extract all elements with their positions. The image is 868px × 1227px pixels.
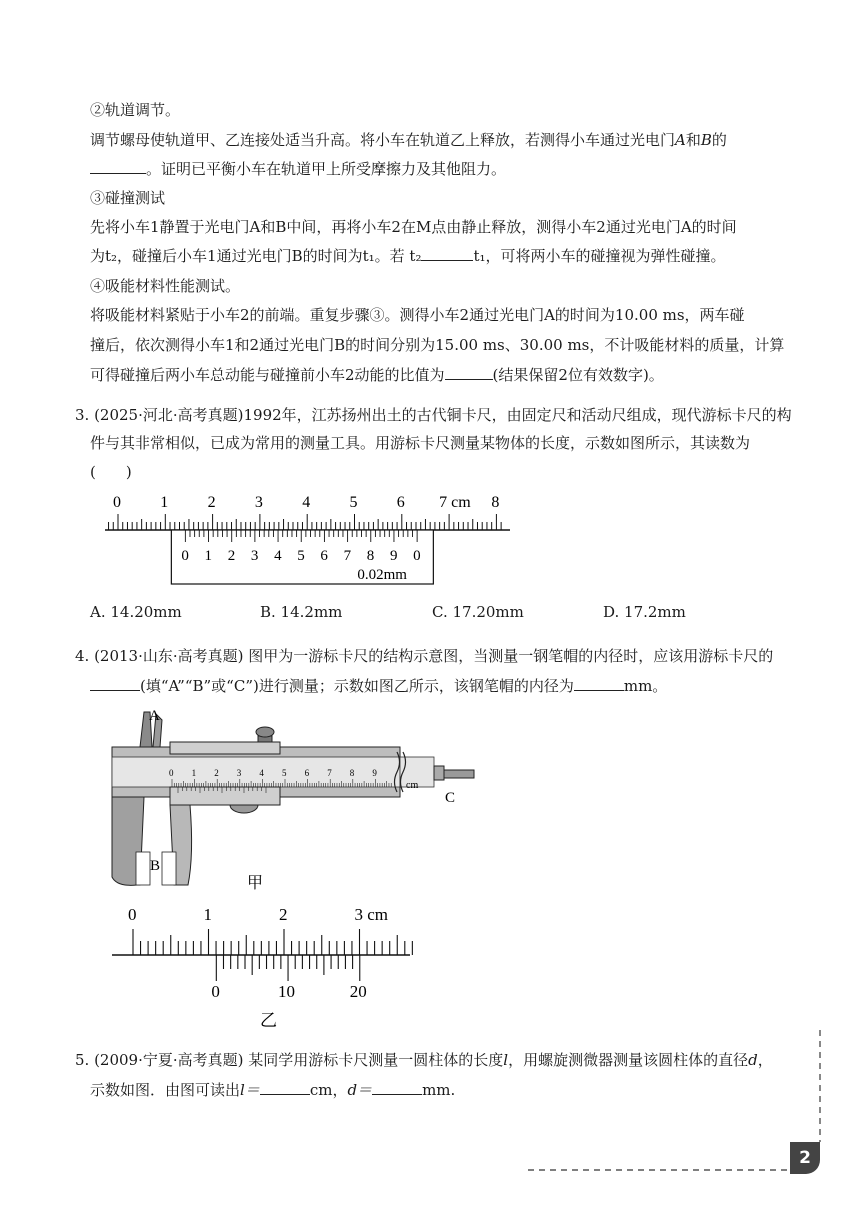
q3-stem-line2: 件与其非常相似，已成为常用的测量工具。用游标卡尺测量某物体的长度，示数如图所示，其读数为 [90, 434, 751, 452]
step3-title: ③碰撞测试 [90, 189, 166, 207]
caliper-main-label: 8 [349, 768, 355, 778]
main-scale-label: 1 [203, 905, 212, 924]
step2-title: ②轨道调节。 [90, 101, 181, 119]
main-scale-label: 5 [349, 494, 358, 511]
vernier-label: 9 [389, 548, 398, 564]
q3-answer-paren: ( ) [90, 463, 132, 481]
main-scale-label: 8 [491, 494, 500, 511]
vernier-label: 4 [274, 548, 282, 564]
step2-text-line2: 。证明已平衡小车在轨道甲上所受摩擦力及其他阻力。 [90, 159, 810, 179]
main-scale [105, 494, 510, 530]
caliper-main-label: 2 [214, 768, 219, 778]
q4-vernier-reading-diagram [100, 900, 420, 1030]
step3-text-line1: 先将小车1静置于光电门A和B中间，再将小车2在M点由静止释放，测得小车2通过光电门A的时间 [90, 218, 737, 236]
main-scale-label: 0 [113, 494, 121, 511]
step2-text-line1: 调节螺母使轨道甲、乙连接处适当升高。将小车在轨道乙上释放，若测得小车通过光电门A和B的 [90, 131, 727, 149]
vernier-label: 6 [320, 548, 328, 564]
step3-text-line2: 为t₂，碰撞后小车1通过光电门B的时间为t₁。若 t₂ t₁，可将两小车的碰撞视为弹性碰撞。 [90, 247, 726, 265]
q3-choice-c[interactable]: C. 17.20mm [432, 603, 524, 621]
answer-blank[interactable] [90, 159, 146, 174]
page-corner-dashes [520, 1030, 830, 1180]
step4-text-line1: 将吸能材料紧贴于小车2的前端。重复步骤③。测得小车2通过光电门A的时间为10.00 ms，两车碰 [90, 306, 745, 324]
q5-stem-line1: 5. (2009·宁夏·高考真题) 某同学用游标卡尺测量一圆柱体的长度l，用螺旋测微器测量该圆柱体的直径d， [75, 1051, 773, 1069]
vernier-label: 8 [366, 548, 375, 564]
main-scale-label: 7 cm [439, 494, 471, 511]
caliper-main-label: 5 [282, 768, 287, 778]
vernier-label: 0 [211, 982, 220, 1001]
q3-stem-line1: 3. (2025·河北·高考真题)1992年，江苏扬州出土的古代铜卡尺，由固定尺和活动尺组成，现代游标卡尺的构 [75, 406, 792, 424]
q3-choice-b[interactable]: B. 14.2mm [260, 603, 343, 621]
vernier-label: 2 [227, 548, 236, 564]
main-scale-label: 4 [302, 494, 311, 511]
answer-blank[interactable] [445, 365, 493, 380]
main-scale-label: 1 [160, 494, 169, 511]
vernier-label: 20 [349, 982, 367, 1001]
main-scale [112, 905, 412, 955]
q4-stem-line2: (填“A”“B”或“C”)进行测量；示数如图乙所示，该钢笔帽的内径为 mm。 [90, 676, 810, 696]
caliper-main-label: 7 [327, 768, 332, 778]
page-number: 2 [790, 1142, 820, 1174]
caliper-main-label: 4 [259, 768, 264, 778]
answer-blank[interactable] [260, 1080, 310, 1095]
step4-text-line3: 可得碰撞后两小车总动能与碰撞前小车2动能的比值为 (结果保留2位有效数字)。 [90, 366, 664, 384]
q3-choice-a[interactable]: A. 14.20mm [90, 603, 182, 621]
answer-blank[interactable] [90, 676, 140, 691]
caliper-structure-diagram [100, 702, 490, 897]
vernier-label: 0 [413, 548, 421, 564]
answer-blank[interactable] [574, 676, 624, 691]
caliper-unit: cm [406, 780, 419, 791]
caliper-main-label: 0 [169, 768, 174, 778]
caliper-main-label: 1 [191, 768, 197, 778]
q3-choice-d[interactable]: D. 17.2mm [603, 603, 686, 621]
q4-stem-line1: 4. (2013·山东·高考真题) 图甲为一游标卡尺的结构示意图，当测量一钢笔帽的内径时，应该用游标卡尺的 [75, 647, 774, 665]
caliper-main-label: 3 [236, 768, 242, 778]
caliper-main-label: 9 [372, 768, 377, 778]
vernier-label: 0 [181, 548, 189, 564]
vernier-precision: 0.02mm [357, 567, 407, 583]
q5-stem-line2: 示数如图．由图可读出l＝ cm，d＝ mm. [90, 1081, 456, 1099]
vernier-label: 1 [204, 548, 213, 564]
main-scale-label: 2 [279, 905, 288, 924]
label-A: A [149, 708, 160, 724]
caption-yi: 乙 [260, 1011, 277, 1030]
vernier-label: 5 [297, 548, 305, 564]
vernier-scale [171, 530, 433, 584]
caliper-main-label: 6 [304, 768, 310, 778]
label-B: B [150, 858, 161, 874]
lock-screw-icon [256, 727, 274, 737]
vernier-scale [211, 955, 366, 1001]
main-scale-label: 3 cm [354, 905, 389, 924]
step4-text-line2: 撞后，依次测得小车1和2通过光电门B的时间分别为15.00 ms、30.00 ms，不计吸能材料的质量，计算 [90, 336, 785, 354]
vernier-label: 3 [250, 548, 259, 564]
main-scale-label: 3 [254, 494, 263, 511]
caption-jia: 甲 [247, 875, 264, 892]
vernier-label: 10 [278, 982, 296, 1001]
label-C: C [445, 790, 456, 806]
step4-title: ④吸能材料性能测试。 [90, 277, 241, 295]
answer-blank[interactable] [372, 1080, 422, 1095]
main-scale-label: 2 [207, 494, 216, 511]
main-scale-label: 0 [128, 905, 137, 924]
main-scale-label: 6 [396, 494, 405, 511]
vernier-label: 7 [343, 548, 352, 564]
q3-vernier-diagram [100, 488, 520, 590]
answer-blank[interactable] [421, 246, 473, 261]
